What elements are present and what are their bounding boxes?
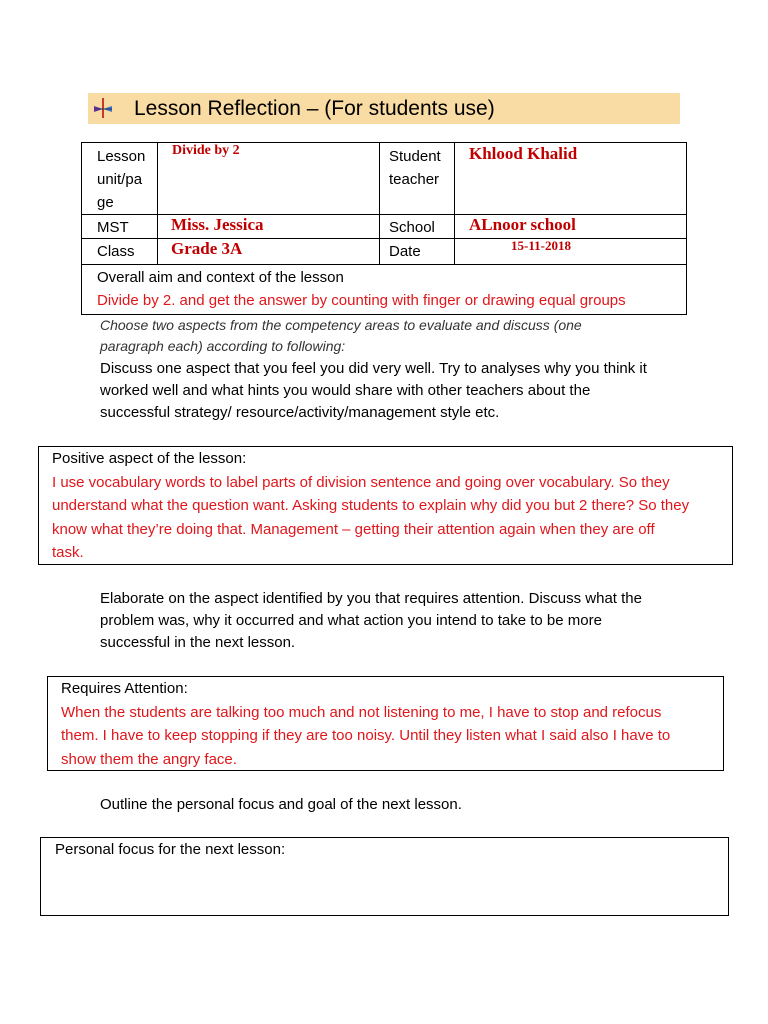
aim-label: Overall aim and context of the lesson (97, 269, 344, 286)
positive-aspect-content: Positive aspect of the lesson: I use vocabulary words to label parts of division sentence and going over vocabulary. So they understand what the question want. Asking students to explain why did you but 2 there? So they know what they’re doing that. Management – getting their attention again when they are off task. (52, 447, 689, 565)
aim-value: Divide by 2. and get the answer by counting with finger or drawing equal groups (97, 292, 626, 309)
date-value: 15-11-2018 (511, 238, 571, 253)
school-label: School (389, 219, 435, 236)
choose-aspects-note: Choose two aspects from the competency areas to evaluate and discuss (one paragraph each) according to following: (100, 317, 582, 354)
outline-instructions: Outline the personal focus and goal of the next lesson. (100, 796, 462, 813)
mst-label: MST (97, 219, 129, 236)
discuss-instructions: Discuss one aspect that you feel you did very well. Try to analyses why you think it worked well and what hints you would share with other teachers about the successful strategy/ resource/activity/management style etc. (100, 360, 647, 421)
elaborate-instructions: Elaborate on the aspect identified by you that requires attention. Discuss what the problem was, why it occurred and what action you intend to take to be more successful in the next lesson. (100, 590, 642, 651)
student-teacher-value: Khlood Khalid (469, 144, 578, 163)
school-value: ALnoor school (469, 215, 576, 234)
date-label: Date (389, 243, 421, 260)
class-label: Class (97, 243, 135, 260)
requires-attention-heading: Requires Attention: (61, 680, 188, 697)
personal-focus-heading: Personal focus for the next lesson: (55, 841, 286, 858)
positive-aspect-heading: Positive aspect of the lesson: (52, 450, 247, 467)
requires-attention-content: Requires Attention: When the students are talking too much and not listening to me, I have to stop and refocus them. I have to keep stopping if they are too noisy. Until they listen what I said also I have to show them the angry face. (61, 677, 670, 771)
mst-value: Miss. Jessica (171, 215, 264, 234)
lesson-info-table (81, 142, 687, 315)
lesson-unit-value: Divide by 2 (172, 143, 240, 158)
page-title: Lesson Reflection – (For students use) (134, 97, 495, 120)
class-value: Grade 3A (171, 239, 243, 258)
student-teacher-label: Student teacher (389, 148, 441, 188)
bullet-arrow-icon (92, 97, 114, 119)
lesson-unit-label: Lesson unit/pa ge (97, 148, 146, 211)
